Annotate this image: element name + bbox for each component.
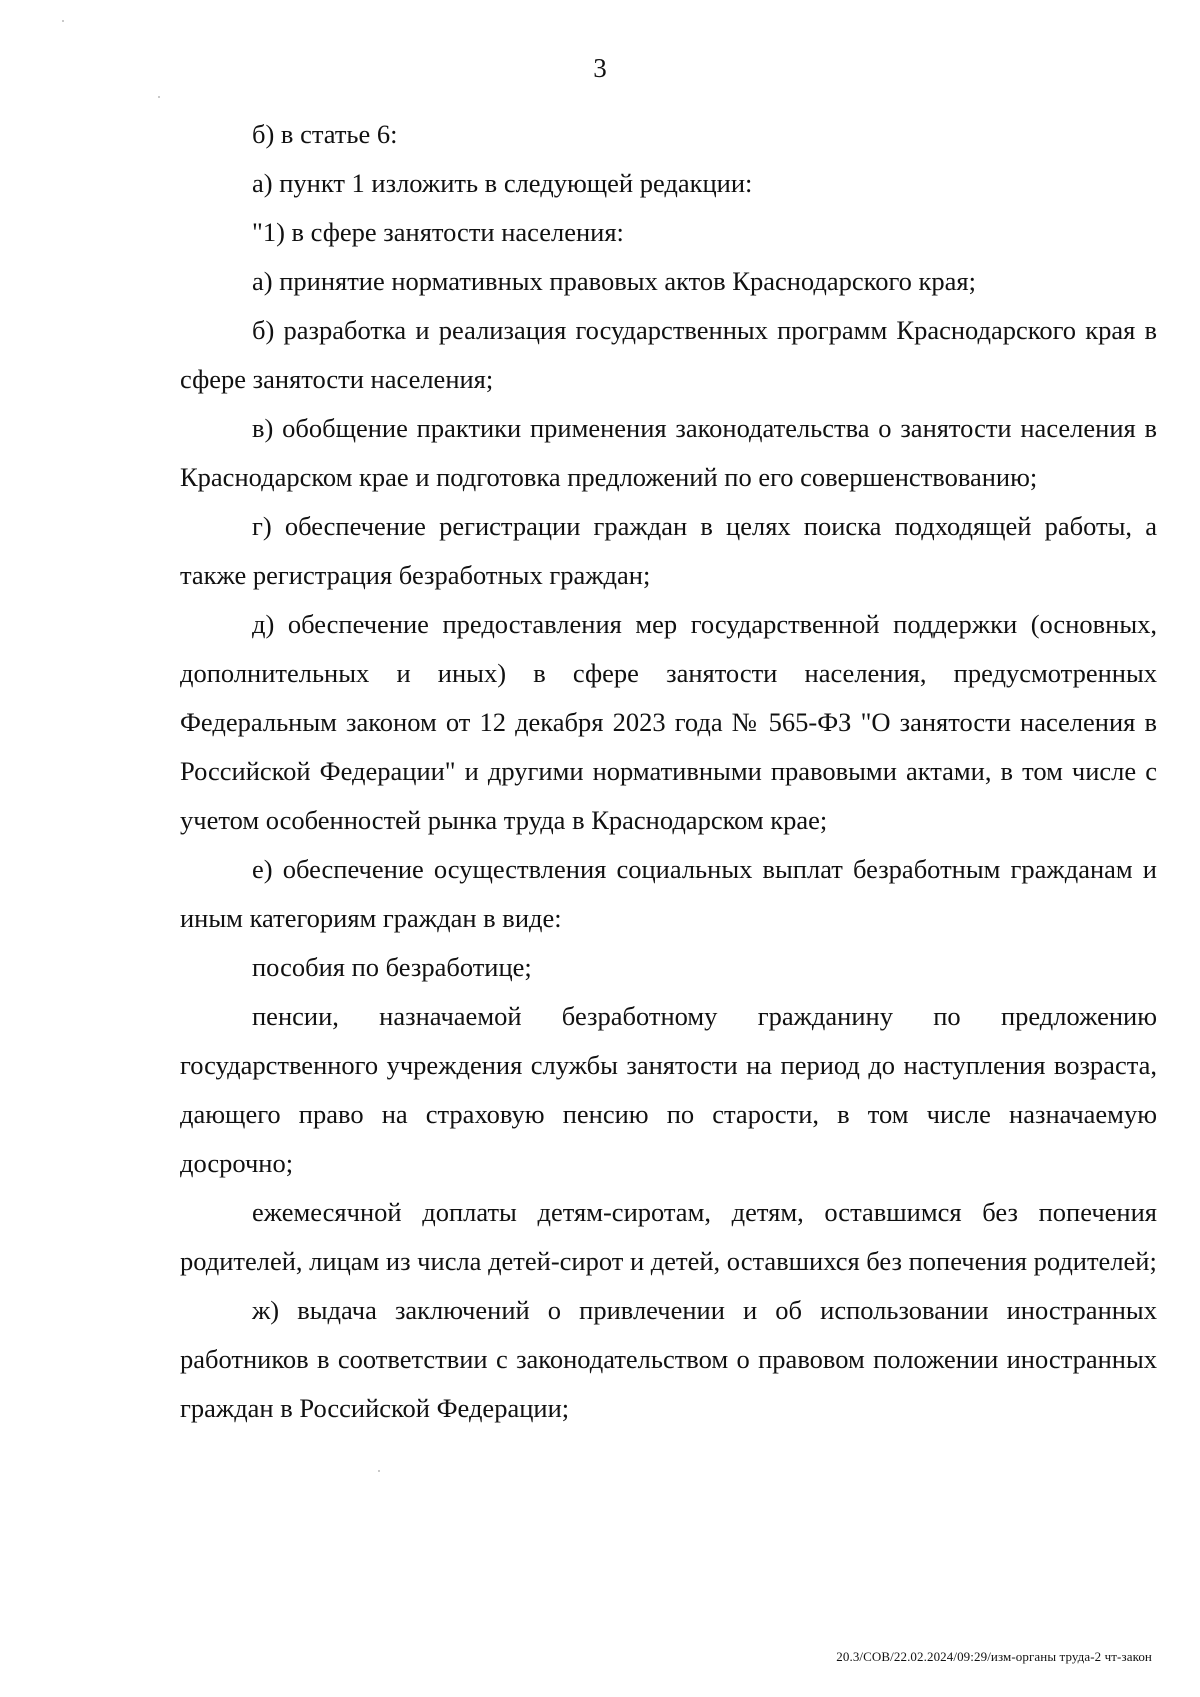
paragraph-subitem-b: б) разработка и реализация государственных программ Краснодарского края в сфере занятости населения; [180, 315, 1157, 394]
paragraph-item-a-intro: а) пункт 1 изложить в следующей редакции: [252, 168, 753, 198]
scan-speck [158, 96, 160, 98]
scan-speck [62, 20, 64, 22]
paragraph-employment-sphere: "1) в сфере занятости населения: [252, 217, 624, 247]
scan-speck [378, 1470, 380, 1472]
page-number: 3 [593, 53, 607, 83]
paragraph-subitem-v: в) обобщение практики применения законодательства о занятости населения в Краснодарском крае и подготовка предложений по его совершенствованию; [180, 413, 1157, 492]
paragraph-orphan-payment: ежемесячной доплаты детям-сиротам, детям, оставшимся без попечения родителей, лицам из числа детей-сирот и детей, оставшихся без попечения родителей; [180, 1197, 1157, 1276]
paragraph-subitem-g: г) обеспечение регистрации граждан в целях поиска подходящей работы, а также регистрация безработных граждан; [180, 511, 1157, 590]
document-footer-code: 20.3/СОВ/22.02.2024/09:29/изм-органы труда-2 чт-закон [836, 1649, 1152, 1664]
paragraph-subitem-d: д) обеспечение предоставления мер государственной поддержки (основных, дополнительных и иных) в сфере занятости населения, предусмотренных Федеральным законом от 12 декабря 2023 года № 565-ФЗ "О занятости населения в Российской Федерации" и другими нормативными правовыми актами, в том числе с учетом особенностей рынка труда в Краснодарском крае; [180, 609, 1157, 835]
paragraph-unemployment-benefit: пособия по безработице; [252, 952, 532, 982]
document-body [180, 110, 1157, 1433]
paragraph-subitem-a: а) принятие нормативных правовых актов Краснодарского края; [252, 266, 976, 296]
paragraph-subitem-zh: ж) выдача заключений о привлечении и об использовании иностранных работников в соответствии с законодательством о правовом положении иностранных граждан в Российской Федерации; [180, 1295, 1157, 1423]
paragraph-subitem-e: е) обеспечение осуществления социальных выплат безработным гражданам и иным категориям граждан в виде: [180, 854, 1157, 933]
paragraph-article-6: б) в статье 6: [252, 119, 398, 149]
paragraph-pension: пенсии, назначаемой безработному гражданину по предложению государственного учреждения службы занятости на период до наступления возраста, дающего право на страховую пенсию по старости, в том числе назначаемую досрочно; [180, 1001, 1157, 1178]
